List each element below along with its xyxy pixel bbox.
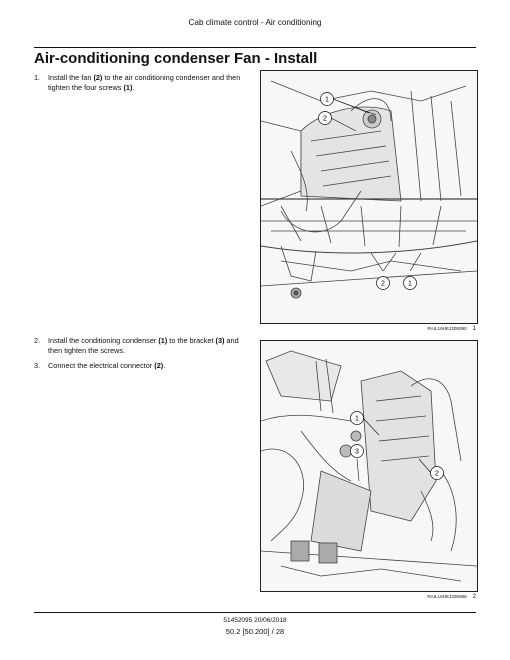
- condenser-install-illustration: [261, 341, 477, 591]
- step-2: [34, 336, 244, 355]
- step-number: 3.: [34, 361, 41, 370]
- figure-2-condenser-install: [260, 340, 478, 592]
- step-text: Connect the electrical connector (2).: [48, 361, 166, 370]
- callout-label: 2: [435, 470, 439, 478]
- page-title: Air-conditioning condenser Fan - Install: [34, 50, 318, 67]
- footer-page-number: 50.2 [50.200] / 28: [225, 627, 285, 636]
- footer-rule: [34, 612, 476, 613]
- title-rule: [34, 47, 476, 48]
- callout-label: 2: [323, 115, 327, 123]
- figure-number: 1: [472, 326, 476, 332]
- callout-label: 1: [408, 280, 412, 288]
- running-header: Cab climate control - Air conditioning: [188, 18, 322, 27]
- callout-label: 2: [381, 280, 385, 288]
- figure-1-fan-install: [260, 70, 478, 324]
- figure-code: RAIL16HEJ205086: [427, 594, 467, 599]
- figure-code: RAIL16HEJ205080: [427, 326, 467, 331]
- step-number: 2.: [34, 336, 41, 345]
- callout-label: 1: [355, 415, 359, 423]
- fan-install-illustration: [261, 71, 477, 323]
- callout-label: 1: [325, 96, 329, 104]
- step-number: 1.: [34, 73, 41, 82]
- figure-2-caption: [260, 594, 476, 600]
- figure-number: 2: [472, 594, 476, 600]
- step-3: [34, 361, 244, 371]
- callout-label: 3: [355, 448, 359, 456]
- footer-doc-id: 51452095 20/06/2018: [223, 617, 287, 624]
- step-text: Install the conditioning condenser (1) to the bracket (3) and then tighten the screws.: [48, 336, 239, 355]
- step-1: [34, 73, 244, 92]
- step-text: Install the fan (2) to the air conditioning condenser and then tighten the four screws (1).: [48, 73, 241, 92]
- figure-1-caption: [260, 326, 476, 332]
